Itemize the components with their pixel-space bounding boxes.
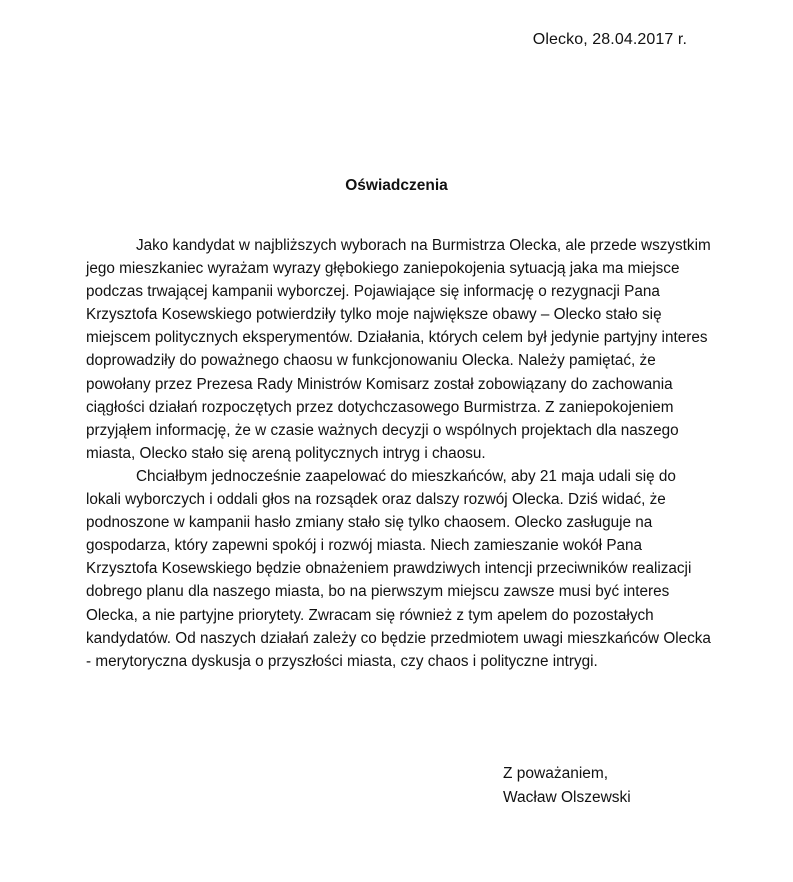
place-date: Olecko, 28.04.2017 r. <box>532 31 687 48</box>
body-paragraph: Chciałbym jednocześnie zaapelować do mieszkańców, aby 21 maja udali się do lokali wyborczych i oddali głos na rozsądek oraz dalszy rozwój Olecka. Dziś widać, że podnoszone w kampanii hasło zmiany stało się tylko chaosem. Olecko zasługuje na gospodarza, który zapewni spokój i rozwój miasta. Niech zamieszanie wokół Pana Krzysztofa Kosewskiego będzie obnażeniem prawdziwych intencji przeciwników realizacji dobrego planu dla naszego miasta, bo na pierwszym miejscu zawsze musi być interes Olecka, a nie partyjne priorytety. Zwracam się również z tym apelem do pozostałych kandydatów. Od naszych działań zależy co będzie przedmiotem uwagi mieszkańców Olecka - merytoryczna dyskusja o przyszłości miasta, czy chaos i polityczne intrygi. <box>86 467 711 670</box>
signature-block <box>503 762 631 810</box>
body-paragraph: Jako kandydat w najbliższych wyborach na Burmistrza Olecka, ale przede wszystkim jego mieszkaniec wyrażam wyrazy głębokiego zaniepokojenia sytuacją jaka ma miejsce podczas trwającej kampanii wyborczej. Pojawiające się informację o rezygnacji Pana Krzysztofa Kosewskiego potwierdziły tylko moje największe obawy – Olecko stało się miejscem politycznych eksperymentów. Działania, których celem był jedynie partyjny interes doprowadziły do poważnego chaosu w funkcjonowaniu Olecka. Należy pamiętać, że powołany przez Prezesa Rady Ministrów Komisarz został zobowiązany do zachowania ciągłości działań rozpoczętych przez dotychczasowego Burmistrza. Z zaniepokojeniem przyjąłem informację, że w czasie ważnych decyzji o wspólnych projektach dla naszego miasta, Olecko stało się areną politycznych intryg i chaosu. <box>86 237 711 462</box>
document-body <box>86 234 711 673</box>
document-title: Oświadczenia <box>345 177 448 194</box>
signature-closing: Z poważaniem, <box>503 765 609 782</box>
signature-name: Wacław Olszewski <box>503 789 631 806</box>
